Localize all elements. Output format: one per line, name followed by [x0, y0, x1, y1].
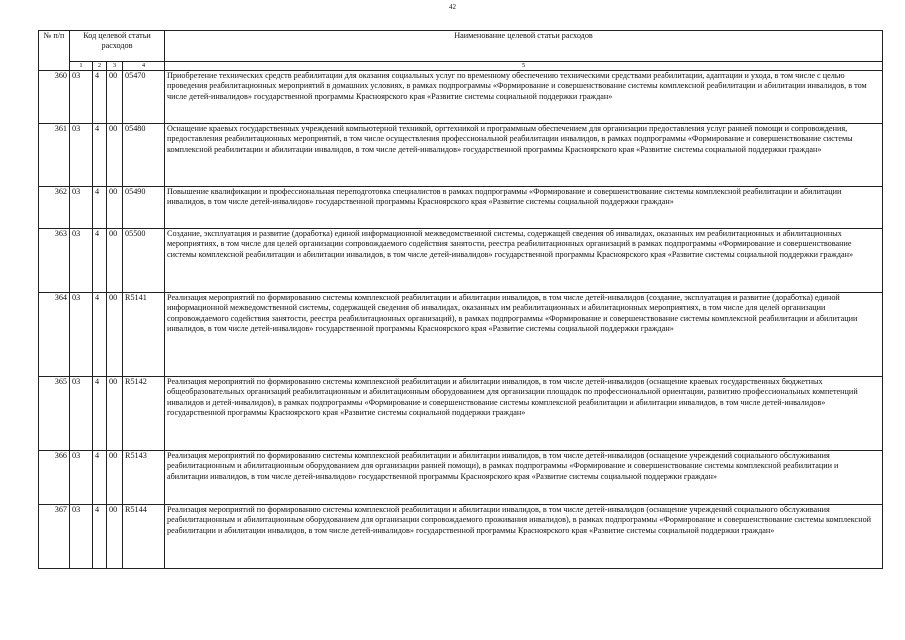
col-number: 3 [107, 62, 123, 71]
row-number: 361 [39, 124, 70, 187]
header-name: Наименование целевой статьи расходов [165, 31, 883, 62]
table-row [39, 377, 883, 451]
code-part-2: 4 [93, 187, 107, 229]
table-column-numbers-row [39, 62, 883, 71]
code-part-3: 00 [107, 71, 123, 124]
row-number: 367 [39, 505, 70, 569]
row-number: 365 [39, 377, 70, 451]
code-part-1: 03 [70, 229, 93, 293]
code-part-4: 05500 [123, 229, 165, 293]
code-part-1: 03 [70, 377, 93, 451]
code-part-1: 03 [70, 124, 93, 187]
code-part-2: 4 [93, 293, 107, 377]
table-row [39, 124, 883, 187]
table-row [39, 71, 883, 124]
code-part-4: R5141 [123, 293, 165, 377]
expenditure-name: Создание, эксплуатация и развитие (доработка) единой информационной межведомственной системы, содержащей сведения об инвалидах, оказанных им реабилитационных и абилитационных мероприятиях, в том числе для целей организации сопровождаемого содействия занятости, реестра реабилитационных организаций в рамках подпрограммы «Формирование и совершенствование системы комплексной реабилитации и абилитации инвалидов, в том числе детей-инвалидов» государственной программы Красноярского края «Развитие системы социальной поддержки граждан» [165, 229, 883, 293]
code-part-1: 03 [70, 187, 93, 229]
expenditure-name: Реализация мероприятий по формированию системы комплексной реабилитации и абилитации инвалидов, в том числе детей-инвалидов (создание, эксплуатация и развитие (доработка) единой информационной межведомственной системы, содержащей сведения об инвалидах, оказанных им реабилитационных и абилитационных мероприятиях, в том числе для целей организации сопровождаемого содействия занятости, реестра реабилитационных организаций), в рамках подпрограммы «Формирование и совершенствование системы комплексной реабилитации и абилитации инвалидов, в том числе детей-инвалидов» государственной программы Красноярского края «Развитие системы социальной поддержки граждан» [165, 293, 883, 377]
code-part-3: 00 [107, 124, 123, 187]
code-part-4: 05490 [123, 187, 165, 229]
expenditure-name: Повышение квалификации и профессиональная переподготовка специалистов в рамках подпрограммы «Формирование и совершенствование системы комплексной реабилитации и абилитации инвалидов, в том числе детей-инвалидов» государственной программы Красноярского края «Развитие системы социальной поддержки граждан» [165, 187, 883, 229]
col-number: 1 [70, 62, 93, 71]
table-header-row [39, 31, 883, 62]
code-part-2: 4 [93, 71, 107, 124]
code-part-4: R5144 [123, 505, 165, 569]
code-part-3: 00 [107, 377, 123, 451]
code-part-3: 00 [107, 505, 123, 569]
expenditure-name: Приобретение технических средств реабилитации для оказания социальных услуг по временному обеспечению техническими средствами реабилитации, адаптации и ухода, в том числе с целью проведения реабилитационных мероприятий в домашних условиях, в рамках подпрограммы «Формирование и совершенствование системы комплексной реабилитации и абилитации инвалидов, в том числе детей-инвалидов» государственной программы Красноярского края «Развитие системы социальной поддержки граждан» [165, 71, 883, 124]
row-number: 362 [39, 187, 70, 229]
table-row [39, 451, 883, 505]
page-number: 42 [449, 3, 456, 11]
table-row [39, 505, 883, 569]
row-number: 363 [39, 229, 70, 293]
row-number: 360 [39, 71, 70, 124]
row-number: 364 [39, 293, 70, 377]
col-number: 4 [123, 62, 165, 71]
expenditure-name: Реализация мероприятий по формированию системы комплексной реабилитации и абилитации инвалидов, в том числе детей-инвалидов (оснащение краевых государственных бюджетных общеобразовательных организаций реабилитационным и абилитационным оборудованием для организации площадок по профессиональной ориентации, развитию профессиональных компетенций инвалидов и детей-инвалидов), в рамках подпрограммы «Формирование и совершенствование системы комплексной реабилитации и абилитации инвалидов, в том числе детей-инвалидов» государственной программы Красноярского края «Развитие системы социальной поддержки граждан» [165, 377, 883, 451]
header-code-group: Код целевой статьи расходов [70, 31, 165, 62]
col-number: 2 [93, 62, 107, 71]
code-part-4: 05470 [123, 71, 165, 124]
code-part-3: 00 [107, 229, 123, 293]
col-number: 5 [165, 62, 883, 71]
code-part-4: R5142 [123, 377, 165, 451]
code-part-2: 4 [93, 505, 107, 569]
code-part-3: 00 [107, 293, 123, 377]
code-part-1: 03 [70, 293, 93, 377]
expenditure-name: Оснащение краевых государственных учреждений компьютерной техникой, оргтехникой и программным обеспечением для организации предоставления услуг ранней помощи и сопровождения, предоставления реабилитационных мероприятий, в том числе осуществления профессиональной реабилитации инвалидов, в рамках подпрограммы «Формирование и совершенствование системы комплексной реабилитации и абилитации инвалидов, в том числе детей-инвалидов» государственной программы Красноярского края «Развитие системы социальной поддержки граждан» [165, 124, 883, 187]
code-part-4: 05480 [123, 124, 165, 187]
code-part-2: 4 [93, 377, 107, 451]
expenditure-name: Реализация мероприятий по формированию системы комплексной реабилитации и абилитации инвалидов, в том числе детей-инвалидов (оснащение учреждений социального обслуживания реабилитационным и абилитационным оборудованием для организации ранней помощи), в рамках подпрограммы «Формирование и совершенствование системы комплексной реабилитации и абилитации инвалидов, в том числе детей-инвалидов» государственной программы Красноярского края «Развитие системы социальной поддержки граждан» [165, 451, 883, 505]
code-part-1: 03 [70, 71, 93, 124]
table-row [39, 187, 883, 229]
table-row [39, 229, 883, 293]
code-part-2: 4 [93, 229, 107, 293]
code-part-1: 03 [70, 451, 93, 505]
code-part-2: 4 [93, 124, 107, 187]
code-part-3: 00 [107, 187, 123, 229]
code-part-2: 4 [93, 451, 107, 505]
table-row [39, 293, 883, 377]
code-part-3: 00 [107, 451, 123, 505]
code-part-4: R5143 [123, 451, 165, 505]
row-number: 366 [39, 451, 70, 505]
header-row-number: № п/п [39, 31, 70, 71]
target-expenditure-table [38, 30, 883, 569]
code-part-1: 03 [70, 505, 93, 569]
expenditure-name: Реализация мероприятий по формированию системы комплексной реабилитации и абилитации инвалидов, в том числе детей-инвалидов (оснащение учреждений социального обслуживания реабилитационным и абилитационным оборудованием для организации сопровождаемого проживания инвалидов), в рамках подпрограммы «Формирование и совершенствование системы комплексной реабилитации и абилитации инвалидов, в том числе детей-инвалидов» государственной программы Красноярского края «Развитие системы социальной поддержки граждан» [165, 505, 883, 569]
